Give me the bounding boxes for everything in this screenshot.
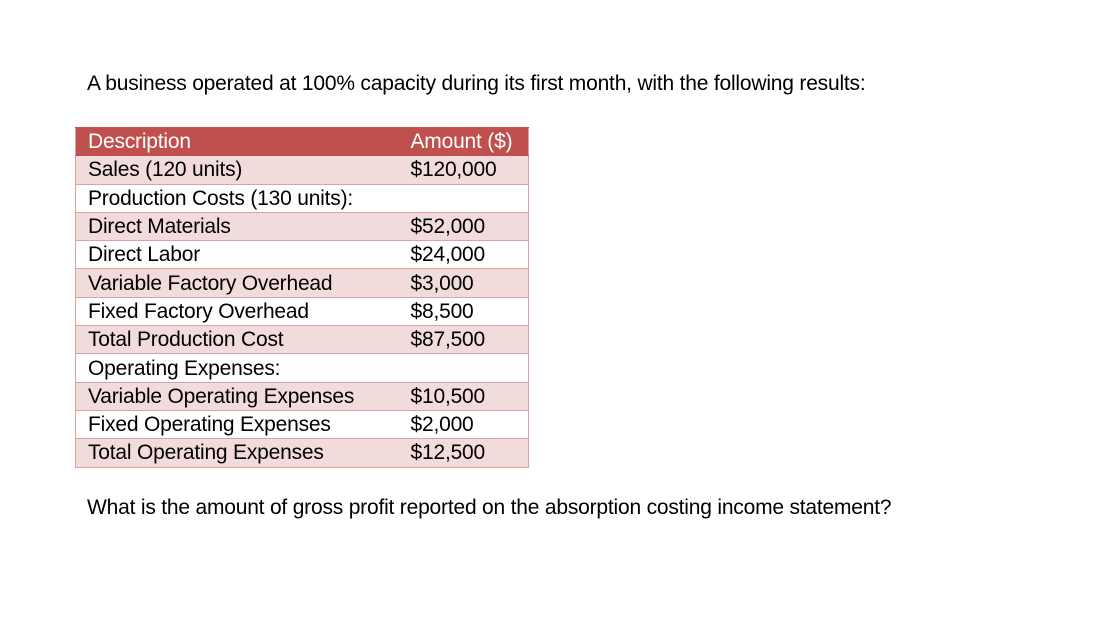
row-amount xyxy=(393,354,529,382)
table-row xyxy=(76,297,529,325)
table-row xyxy=(76,382,529,410)
row-amount: $10,500 xyxy=(393,382,529,410)
table-row xyxy=(76,354,529,382)
row-amount: $2,000 xyxy=(393,410,529,438)
row-description: Direct Labor xyxy=(76,241,393,269)
row-amount: $24,000 xyxy=(393,241,529,269)
cost-table xyxy=(75,127,529,468)
row-description: Variable Factory Overhead xyxy=(76,269,393,297)
intro-text: A business operated at 100% capacity during its first month, with the following results: xyxy=(87,72,866,95)
row-description: Variable Operating Expenses xyxy=(76,382,393,410)
row-description: Fixed Factory Overhead xyxy=(76,297,393,325)
table-row xyxy=(76,212,529,240)
row-description: Fixed Operating Expenses xyxy=(76,410,393,438)
table-row xyxy=(76,241,529,269)
row-amount: $52,000 xyxy=(393,212,529,240)
table-row xyxy=(76,269,529,297)
row-amount: $87,500 xyxy=(393,326,529,354)
row-amount: $8,500 xyxy=(393,297,529,325)
row-description: Sales (120 units) xyxy=(76,156,393,184)
table-row xyxy=(76,326,529,354)
row-description: Total Operating Expenses xyxy=(76,439,393,467)
row-description: Production Costs (130 units): xyxy=(76,184,393,212)
row-amount xyxy=(393,184,529,212)
table-row xyxy=(76,184,529,212)
question-text: What is the amount of gross profit reported on the absorption costing income statement? xyxy=(87,496,892,519)
table-row xyxy=(76,156,529,184)
row-description: Operating Expenses: xyxy=(76,354,393,382)
row-amount: $120,000 xyxy=(393,156,529,184)
row-description: Total Production Cost xyxy=(76,326,393,354)
amount-header: Amount ($) xyxy=(393,128,529,156)
row-amount: $12,500 xyxy=(393,439,529,467)
row-description: Direct Materials xyxy=(76,212,393,240)
table-row xyxy=(76,439,529,467)
table-row xyxy=(76,410,529,438)
description-header: Description xyxy=(76,128,393,156)
row-amount: $3,000 xyxy=(393,269,529,297)
table-header-row xyxy=(76,128,529,156)
